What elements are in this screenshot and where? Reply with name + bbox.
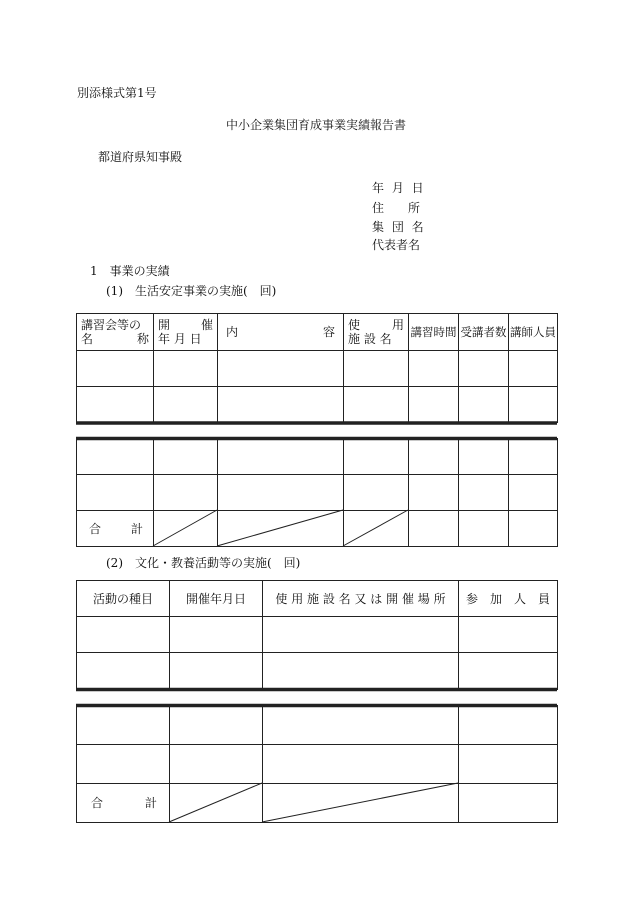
header-text: 容 xyxy=(322,325,335,339)
addressee: 都道府県知事殿 xyxy=(98,150,183,164)
sender-group-name: 集 団 名 xyxy=(372,220,426,234)
header-line: 開 催 xyxy=(158,318,213,332)
header-line: 講習会等の xyxy=(81,318,142,332)
t1-header-instructors: 講師人員 xyxy=(510,325,556,339)
t1-header-hours: 講習時間 xyxy=(410,325,457,339)
total-text: 合 xyxy=(89,521,102,536)
t2-header-activity: 活動の種目 xyxy=(92,591,153,606)
t1-header-content xyxy=(218,314,343,350)
t1-header-name xyxy=(77,314,153,350)
document-title: 中小企業集団育成事業実績報告書 xyxy=(226,118,407,132)
t2-header-date: 開催年月日 xyxy=(185,591,246,606)
form-number: 別添様式第1号 xyxy=(77,86,157,100)
subsection-1-heading: (1) 生活安定事業の実施( 回) xyxy=(106,284,277,298)
t1-header-date xyxy=(154,314,217,350)
t2-header-participants: 参 加 人 員 xyxy=(465,591,550,606)
total-text: 合 xyxy=(91,796,104,810)
header-line: 施 設 名 xyxy=(348,332,392,346)
t1-header-attendees: 受講者数 xyxy=(460,325,507,339)
sender-address: 住 所 xyxy=(372,201,421,215)
header-text: 内 xyxy=(226,325,239,339)
total-text: 計 xyxy=(130,521,143,536)
t2-total-label xyxy=(77,784,169,822)
t2-header-venue: 使 用 施 設 名 又 は 開 催 場 所 xyxy=(275,591,446,606)
header-line: 使 用 xyxy=(348,318,404,332)
sender-date: 年 月 日 xyxy=(372,181,426,195)
sender-representative: 代表者名 xyxy=(372,238,421,252)
subsection-2-heading: (2) 文化・教養活動等の実施( 回) xyxy=(106,556,301,570)
header-line: 名 称 xyxy=(81,332,149,346)
t1-total-label xyxy=(77,511,153,546)
total-text: 計 xyxy=(144,796,157,810)
section-heading: 1 事業の実績 xyxy=(90,264,170,278)
header-line: 年 月 日 xyxy=(158,332,202,346)
t1-header-facility xyxy=(344,314,408,350)
